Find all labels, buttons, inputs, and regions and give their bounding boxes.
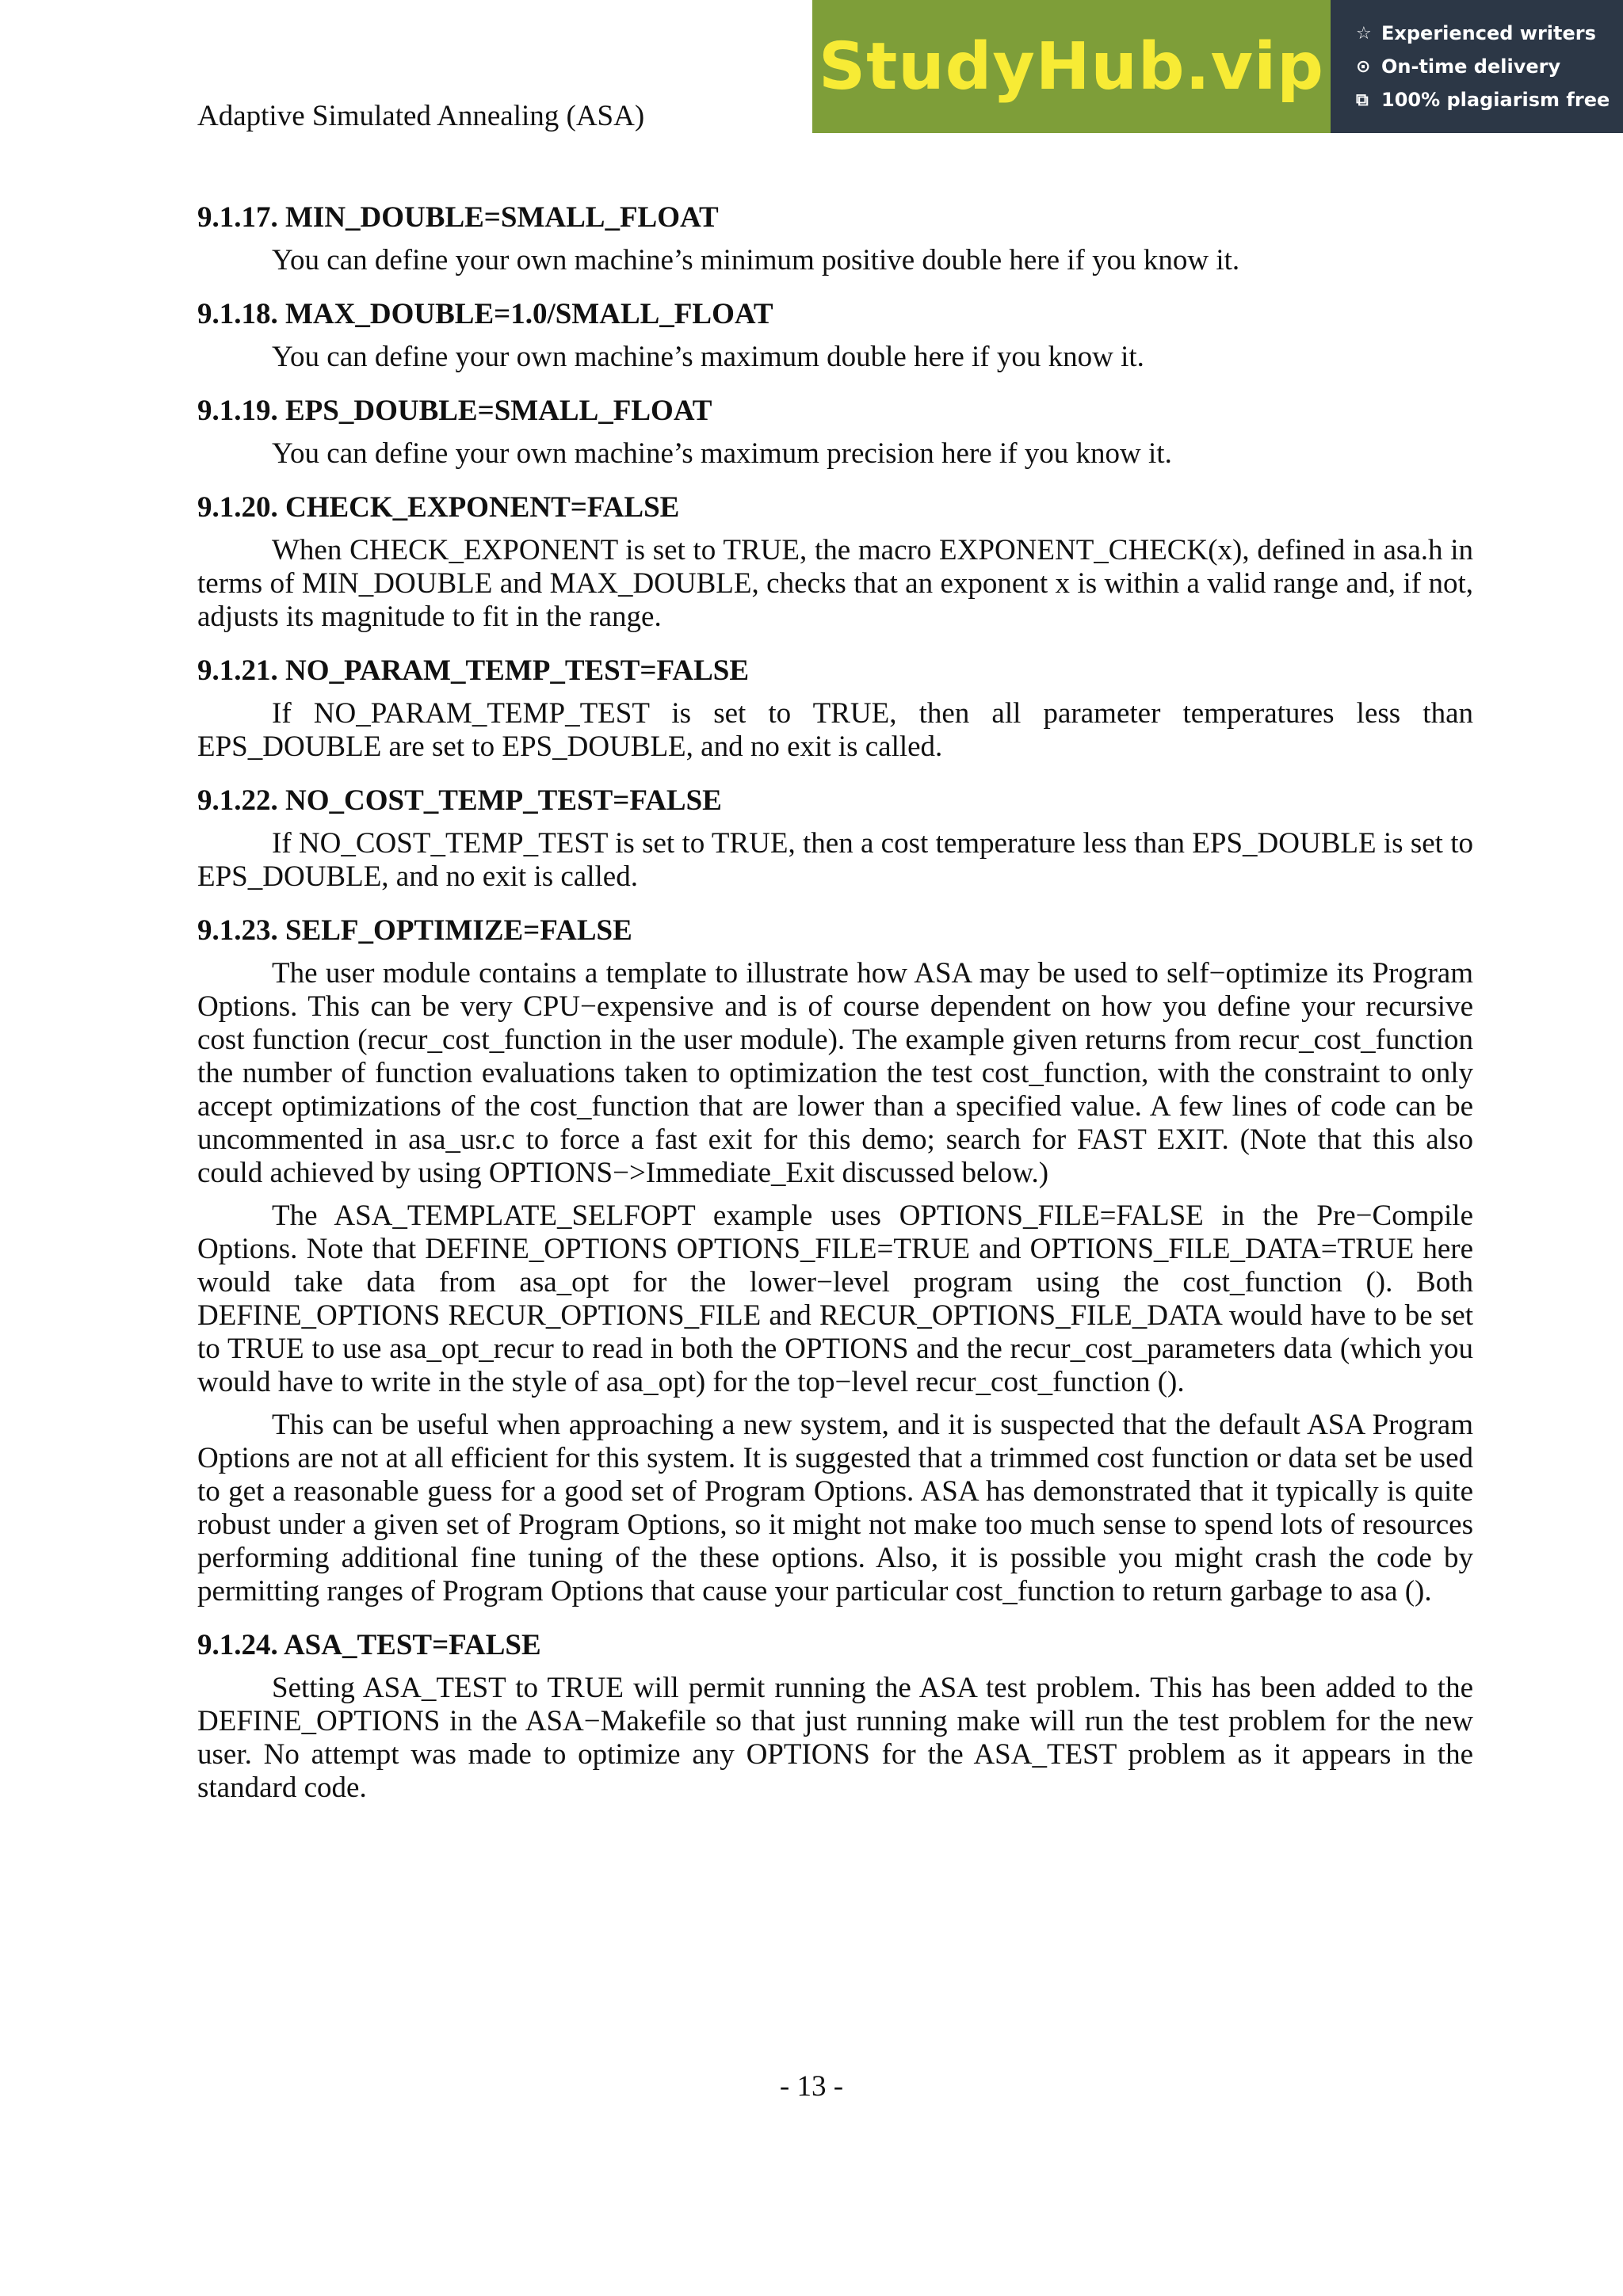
section-heading: 9.1.20. CHECK_EXPONENT=FALSE [197,491,680,524]
section-heading: 9.1.18. MAX_DOUBLE=1.0/SMALL_FLOAT [197,298,773,330]
document-body [197,201,1473,1825]
paragraph: Setting ASA_TEST to TRUE will permit running the ASA test problem. This has been added to the DEFINE_OPTIONS in the ASA−Makefile so that just running make will run the test problem for the new user. No attempt was made to optimize any OPTIONS for the ASA_TEST problem as it appears in the standard code. [197,1672,1473,1804]
copy-icon: ⧉ [1356,90,1369,110]
banner-feature [1356,55,1623,78]
paragraph: You can define your own machine’s minimum positive double here if you know it. [272,244,1240,277]
banner-feature-text: On-time delivery [1381,55,1561,78]
paragraph: If NO_COST_TEMP_TEST is set to TRUE, then a cost temperature less than EPS_DOUBLE is set to EPS_DOUBLE, and no exit is called. [197,827,1473,893]
banner-feature-text: Experienced writers [1381,22,1596,44]
banner-feature [1356,22,1623,44]
paragraph: When CHECK_EXPONENT is set to TRUE, the macro EXPONENT_CHECK(x), defined in asa.h in terms of MIN_DOUBLE and MAX_DOUBLE, checks that an exponent x is within a valid range and, if not, adjusts its magnitude to fit in the range. [197,534,1473,633]
section-max-double [197,298,1473,374]
banner-features [1331,0,1623,133]
paragraph: You can define your own machine’s maximum precision here if you know it. [272,437,1172,470]
section-heading: 9.1.24. ASA_TEST=FALSE [197,1629,541,1661]
studyhub-logo[interactable]: StudyHub.vip [819,29,1324,105]
running-header: Adaptive Simulated Annealing (ASA) [197,100,645,132]
paragraph: If NO_PARAM_TEMP_TEST is set to TRUE, then all parameter temperatures less than EPS_DOUBLE are set to EPS_DOUBLE, and no exit is called. [197,697,1473,763]
banner-brand-panel[interactable] [812,0,1331,133]
section-no-cost-temp-test [197,784,1473,894]
banner-feature-text: 100% plagiarism free [1381,89,1610,111]
section-heading: 9.1.21. NO_PARAM_TEMP_TEST=FALSE [197,654,750,687]
studyhub-banner[interactable] [812,0,1623,133]
banner-feature [1356,89,1623,111]
page-number: - 13 - [779,2070,844,2103]
paragraph: You can define your own machine’s maximum double here if you know it. [272,341,1144,373]
section-heading: 9.1.22. NO_COST_TEMP_TEST=FALSE [197,784,722,817]
clock-icon: ⊙ [1356,56,1371,77]
section-heading: 9.1.17. MIN_DOUBLE=SMALL_FLOAT [197,201,719,234]
star-icon: ☆ [1356,23,1372,44]
paragraph: This can be useful when approaching a new system, and it is suspected that the default ASA Program Options are not at all efficient for this system. It is suggested that a trimmed cost function or data set be used to get a reasonable guess for a good set of Program Options. ASA has demonstrated that it typically is quite robust under a given set of Program Options, so it might not make too much sense to spend lots of resources performing additional fine tuning of the these options. Also, it is possible you might crash the code by permitting ranges of Program Options that cause your particular cost_function to return garbage to asa (). [197,1409,1473,1608]
section-eps-double [197,395,1473,471]
section-self-optimize [197,914,1473,1608]
section-heading: 9.1.19. EPS_DOUBLE=SMALL_FLOAT [197,395,712,427]
section-check-exponent [197,491,1473,634]
section-heading: 9.1.23. SELF_OPTIMIZE=FALSE [197,914,632,947]
section-min-double [197,201,1473,277]
section-no-param-temp-test [197,654,1473,764]
section-asa-test [197,1629,1473,1805]
paragraph: The ASA_TEMPLATE_SELFOPT example uses OPTIONS_FILE=FALSE in the Pre−Compile Options. Note that DEFINE_OPTIONS OPTIONS_FILE=TRUE and OPTIONS_FILE_DATA=TRUE here would take data from asa_opt for the lower−level program using the cost_function (). Both DEFINE_OPTIONS RECUR_OPTIONS_FILE and RECUR_OPTIONS_FILE_DATA would have to be set to TRUE to use asa_opt_recur to read in both the OPTIONS and the recur_cost_parameters data (which you would have to write in the style of asa_opt) for the top−level recur_cost_function (). [197,1199,1473,1398]
paragraph: The user module contains a template to illustrate how ASA may be used to self−optimize its Program Options. This can be very CPU−expensive and is of course dependent on how you define your recursive cost function (recur_cost_function in the user module). The example given returns from recur_cost_function the number of function evaluations taken to optimization the test cost_function, with the constraint to only accept optimizations of the cost_function that are lower than a specified value. A few lines of code can be uncommented in asa_usr.c to force a fast exit for this demo; search for FAST EXIT. (Note that this also could achieved by using OPTIONS−>Immediate_Exit discussed below.) [197,957,1473,1189]
